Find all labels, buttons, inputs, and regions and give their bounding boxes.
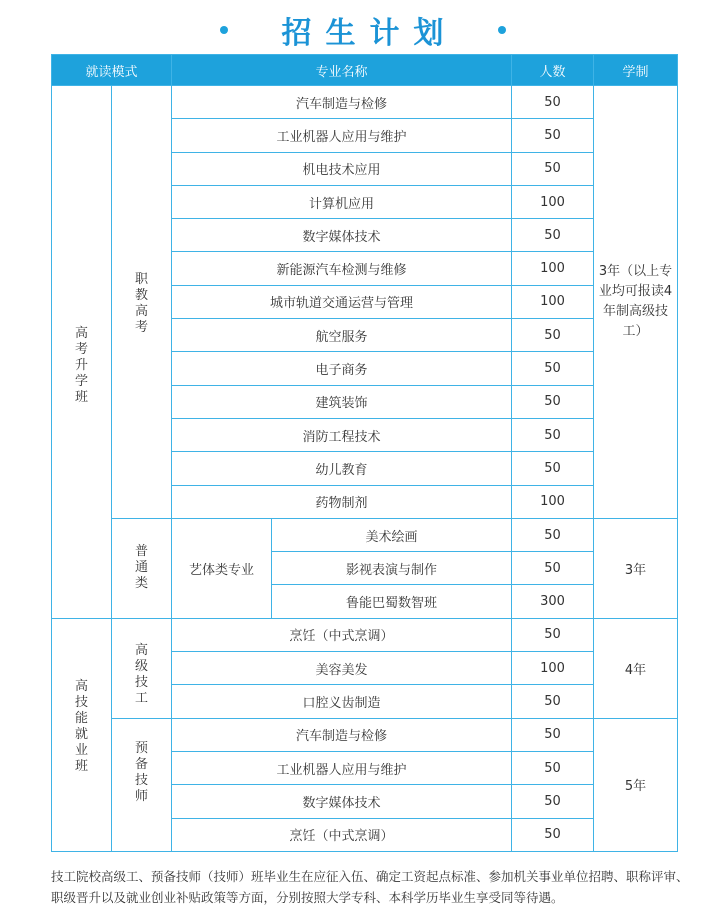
count-cell: 100 xyxy=(512,652,594,685)
count-cell: 100 xyxy=(512,285,594,318)
major-cell: 电子商务 xyxy=(172,352,512,385)
table-row xyxy=(52,718,678,751)
count-cell: 50 xyxy=(512,518,594,551)
major-cell: 汽车制造与检修 xyxy=(172,718,512,751)
bullet-dot-icon xyxy=(220,26,228,34)
major-cell: 数字媒体技术 xyxy=(172,219,512,252)
subgroup-label-putong: 普通类 xyxy=(112,518,172,618)
count-cell: 50 xyxy=(512,452,594,485)
major-cell: 烹饪（中式烹调） xyxy=(172,618,512,651)
major-cell: 数字媒体技术 xyxy=(172,785,512,818)
table-row xyxy=(52,518,678,551)
major-cell: 计算机应用 xyxy=(172,185,512,218)
major-cell: 工业机器人应用与维护 xyxy=(172,751,512,784)
count-cell: 50 xyxy=(512,618,594,651)
major-cell: 美术绘画 xyxy=(272,518,512,551)
group-label-jineng: 高技能就业班 xyxy=(52,618,112,851)
count-cell: 50 xyxy=(512,751,594,784)
major-cell: 影视表演与制作 xyxy=(272,552,512,585)
subgroup-label-gaoji: 高级技工 xyxy=(112,618,172,718)
count-cell: 100 xyxy=(512,185,594,218)
major-cell: 汽车制造与检修 xyxy=(172,86,512,119)
major-cell: 城市轨道交通运营与管理 xyxy=(172,285,512,318)
table-row xyxy=(52,618,678,651)
footnote: 技工院校高级工、预备技师（技师）班毕业生在应征入伍、确定工资起点标准、参加机关事业单位招聘、职称评审、职级晋升以及就业创业补贴政策等方面，分别按照大学专科、本科学历毕业生享受同等待遇。 xyxy=(51,869,689,905)
table-row xyxy=(52,86,678,119)
title-text: 招生计划 xyxy=(281,16,458,51)
header-mode: 就读模式 xyxy=(52,55,172,86)
header-major: 专业名称 xyxy=(172,55,512,86)
major-cell: 鲁能巴蜀数智班 xyxy=(272,585,512,618)
count-cell: 50 xyxy=(512,785,594,818)
duration-zhijiao: 3年（以上专业均可报读4年制高级技工） xyxy=(594,86,678,519)
count-cell: 50 xyxy=(512,718,594,751)
major-cell: 机电技术应用 xyxy=(172,152,512,185)
bullet-dot-icon xyxy=(498,26,506,34)
count-cell: 50 xyxy=(512,219,594,252)
header-duration: 学制 xyxy=(594,55,678,86)
major-cell: 口腔义齿制造 xyxy=(172,685,512,718)
major-cell: 航空服务 xyxy=(172,319,512,352)
header-count: 人数 xyxy=(512,55,594,86)
major-cell: 新能源汽车检测与维修 xyxy=(172,252,512,285)
duration-gaoji: 4年 xyxy=(594,618,678,718)
page-title xyxy=(0,8,725,52)
duration-putong: 3年 xyxy=(594,518,678,618)
count-cell: 100 xyxy=(512,252,594,285)
count-cell: 50 xyxy=(512,352,594,385)
count-cell: 50 xyxy=(512,685,594,718)
duration-yubei: 5年 xyxy=(594,718,678,851)
count-cell: 50 xyxy=(512,152,594,185)
subgroup-label-zhijiao: 职教高考 xyxy=(112,86,172,519)
major-cell: 幼儿教育 xyxy=(172,452,512,485)
major-cell: 美容美发 xyxy=(172,652,512,685)
count-cell: 50 xyxy=(512,552,594,585)
count-cell: 50 xyxy=(512,86,594,119)
enrollment-table xyxy=(51,54,678,852)
major-cell: 消防工程技术 xyxy=(172,418,512,451)
count-cell: 50 xyxy=(512,385,594,418)
count-cell: 100 xyxy=(512,485,594,518)
table-header-row xyxy=(52,55,678,86)
major-cell: 建筑装饰 xyxy=(172,385,512,418)
count-cell: 50 xyxy=(512,319,594,352)
major-cell: 工业机器人应用与维护 xyxy=(172,119,512,152)
category-cell: 艺体类专业 xyxy=(172,518,272,618)
major-cell: 烹饪（中式烹调） xyxy=(172,818,512,851)
major-cell: 药物制剂 xyxy=(172,485,512,518)
count-cell: 50 xyxy=(512,818,594,851)
count-cell: 300 xyxy=(512,585,594,618)
count-cell: 50 xyxy=(512,119,594,152)
subgroup-label-yubei: 预备技师 xyxy=(112,718,172,851)
group-label-gaokao: 高考升学班 xyxy=(52,86,112,619)
count-cell: 50 xyxy=(512,418,594,451)
